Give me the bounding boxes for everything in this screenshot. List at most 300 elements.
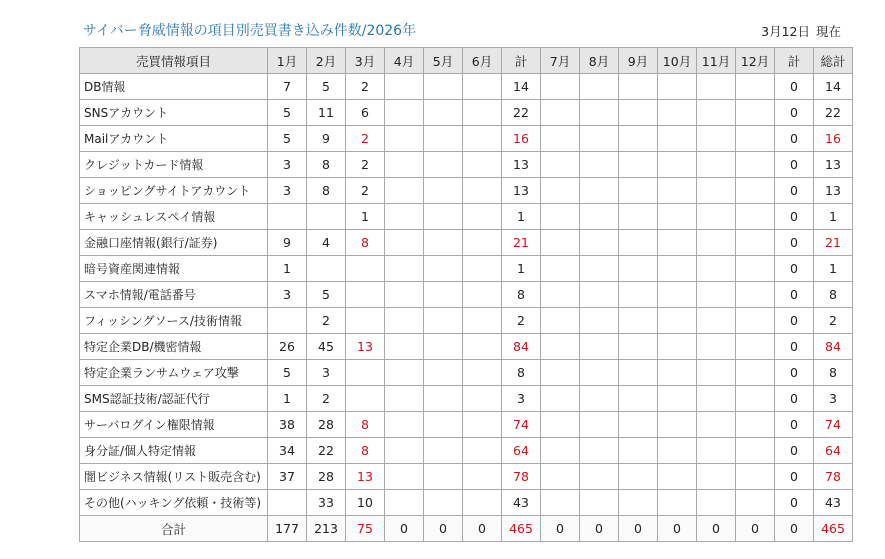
table-cell: 21	[814, 230, 853, 256]
table-cell	[424, 100, 463, 126]
table-row	[80, 100, 853, 126]
table-cell: 8	[346, 230, 385, 256]
table-cell: 1	[346, 204, 385, 230]
table-cell	[658, 412, 697, 438]
table-cell: 11	[307, 100, 346, 126]
table-row	[80, 360, 853, 386]
table-cell: 84	[814, 334, 853, 360]
table-cell: 0	[775, 100, 814, 126]
table-row	[80, 386, 853, 412]
table-cell	[541, 412, 580, 438]
table-cell: 0	[775, 360, 814, 386]
table-cell	[736, 464, 775, 490]
table-cell	[580, 386, 619, 412]
table-cell	[736, 152, 775, 178]
table-cell	[346, 282, 385, 308]
table-cell: 13	[502, 178, 541, 204]
table-cell	[697, 126, 736, 152]
table-cell: 2	[814, 308, 853, 334]
table-cell	[307, 256, 346, 282]
table-cell	[580, 126, 619, 152]
table-cell	[580, 412, 619, 438]
table-cell	[307, 204, 346, 230]
table-cell	[697, 100, 736, 126]
row-label: DB情報	[80, 74, 268, 100]
table-cell	[385, 412, 424, 438]
column-header: 11月	[697, 48, 736, 74]
table-cell	[619, 490, 658, 516]
table-cell	[424, 282, 463, 308]
row-label: SMS認証技術/認証代行	[80, 386, 268, 412]
table-cell	[658, 126, 697, 152]
table-cell: 9	[268, 230, 307, 256]
table-cell	[658, 490, 697, 516]
row-label: クレジットカード情報	[80, 152, 268, 178]
table-cell	[424, 74, 463, 100]
table-cell	[424, 464, 463, 490]
table-cell	[463, 412, 502, 438]
table-cell	[619, 438, 658, 464]
table-cell	[619, 308, 658, 334]
table-cell	[580, 464, 619, 490]
table-cell: 5	[268, 126, 307, 152]
table-cell: 2	[502, 308, 541, 334]
table-cell: 1	[268, 256, 307, 282]
table-cell: 465	[814, 516, 853, 542]
table-cell	[697, 282, 736, 308]
table-cell	[580, 178, 619, 204]
page-title: サイバー脅威情報の項目別売買書き込み件数/2026年	[83, 23, 417, 39]
table-cell: 0	[775, 282, 814, 308]
row-label: Mailアカウント	[80, 126, 268, 152]
table-cell	[541, 74, 580, 100]
table-cell: 0	[775, 204, 814, 230]
table-row	[80, 334, 853, 360]
table-cell: 43	[502, 490, 541, 516]
column-header: 6月	[463, 48, 502, 74]
table-cell	[736, 74, 775, 100]
table-cell: 0	[775, 334, 814, 360]
table-cell: 9	[307, 126, 346, 152]
table-cell	[424, 360, 463, 386]
table-cell	[697, 256, 736, 282]
table-cell: 16	[814, 126, 853, 152]
table-cell	[385, 308, 424, 334]
threat-stats-table	[79, 47, 853, 542]
table-cell	[619, 74, 658, 100]
table-cell	[463, 438, 502, 464]
table-cell: 28	[307, 412, 346, 438]
table-cell	[463, 74, 502, 100]
table-cell: 14	[814, 74, 853, 100]
table-cell	[424, 412, 463, 438]
table-cell: 0	[463, 516, 502, 542]
table-cell: 43	[814, 490, 853, 516]
table-cell	[736, 308, 775, 334]
table-cell	[385, 438, 424, 464]
row-label: SNSアカウント	[80, 100, 268, 126]
row-label: サーバログイン権限情報	[80, 412, 268, 438]
table-cell: 16	[502, 126, 541, 152]
table-cell: 3	[268, 152, 307, 178]
table-cell	[697, 464, 736, 490]
column-header: 1月	[268, 48, 307, 74]
table-cell	[697, 438, 736, 464]
table-cell: 0	[658, 516, 697, 542]
table-cell	[346, 308, 385, 334]
table-cell	[580, 100, 619, 126]
column-header: 8月	[580, 48, 619, 74]
total-row	[80, 516, 853, 542]
table-row	[80, 490, 853, 516]
table-cell: 74	[814, 412, 853, 438]
table-cell: 28	[307, 464, 346, 490]
table-cell	[268, 308, 307, 334]
table-cell	[736, 282, 775, 308]
column-header-item: 売買情報項目	[80, 48, 268, 74]
table-cell	[658, 386, 697, 412]
table-cell: 2	[346, 178, 385, 204]
column-header: 2月	[307, 48, 346, 74]
table-cell	[463, 230, 502, 256]
table-cell: 0	[775, 126, 814, 152]
column-header: 12月	[736, 48, 775, 74]
table-cell	[619, 334, 658, 360]
row-label: ショッピングサイトアカウント	[80, 178, 268, 204]
table-cell	[697, 490, 736, 516]
table-cell	[541, 308, 580, 334]
table-row	[80, 464, 853, 490]
table-cell	[385, 152, 424, 178]
table-cell	[268, 490, 307, 516]
table-row	[80, 256, 853, 282]
table-cell	[424, 204, 463, 230]
table-cell	[619, 360, 658, 386]
table-cell: 6	[346, 100, 385, 126]
table-cell	[658, 256, 697, 282]
table-cell: 3	[268, 282, 307, 308]
table-cell	[541, 100, 580, 126]
table-cell	[541, 490, 580, 516]
table-cell	[541, 438, 580, 464]
table-cell	[580, 152, 619, 178]
table-cell: 0	[775, 74, 814, 100]
table-cell: 8	[307, 152, 346, 178]
table-cell: 1	[814, 204, 853, 230]
table-cell: 45	[307, 334, 346, 360]
table-cell: 1	[814, 256, 853, 282]
table-cell	[580, 256, 619, 282]
table-cell: 1	[502, 256, 541, 282]
table-cell: 177	[268, 516, 307, 542]
row-label: フィッシングソース/技術情報	[80, 308, 268, 334]
table-cell: 5	[268, 100, 307, 126]
table-cell: 0	[580, 516, 619, 542]
table-cell	[697, 152, 736, 178]
table-cell: 0	[775, 178, 814, 204]
table-row	[80, 282, 853, 308]
table-cell: 0	[619, 516, 658, 542]
table-cell: 8	[814, 360, 853, 386]
table-cell	[658, 438, 697, 464]
row-label: 身分証/個人特定情報	[80, 438, 268, 464]
table-cell: 213	[307, 516, 346, 542]
table-cell: 5	[307, 282, 346, 308]
table-cell	[736, 360, 775, 386]
table-cell	[385, 490, 424, 516]
table-cell	[619, 126, 658, 152]
table-cell: 14	[502, 74, 541, 100]
table-cell: 4	[307, 230, 346, 256]
table-cell: 33	[307, 490, 346, 516]
table-cell	[424, 126, 463, 152]
table-cell	[385, 464, 424, 490]
table-row	[80, 152, 853, 178]
table-cell	[580, 204, 619, 230]
table-cell	[463, 464, 502, 490]
table-cell: 38	[268, 412, 307, 438]
table-cell	[619, 204, 658, 230]
row-label: その他(ハッキング依頼・技術等)	[80, 490, 268, 516]
table-cell	[385, 360, 424, 386]
table-cell	[346, 386, 385, 412]
row-label: 特定企業ランサムウェア攻撃	[80, 360, 268, 386]
table-cell: 34	[268, 438, 307, 464]
table-cell	[541, 360, 580, 386]
table-cell	[385, 204, 424, 230]
table-cell: 64	[814, 438, 853, 464]
table-cell	[385, 74, 424, 100]
row-label: 特定企業DB/機密情報	[80, 334, 268, 360]
table-row	[80, 204, 853, 230]
table-row	[80, 178, 853, 204]
table-cell: 7	[268, 74, 307, 100]
table-cell	[697, 74, 736, 100]
table-cell: 22	[502, 100, 541, 126]
table-cell	[463, 178, 502, 204]
table-cell	[424, 178, 463, 204]
table-row	[80, 438, 853, 464]
row-label: 闇ビジネス情報(リスト販売含む)	[80, 464, 268, 490]
table-cell	[619, 464, 658, 490]
table-cell: 3	[814, 386, 853, 412]
table-cell	[463, 386, 502, 412]
table-cell	[463, 256, 502, 282]
table-cell	[697, 308, 736, 334]
table-cell: 0	[775, 412, 814, 438]
row-label: 金融口座情報(銀行/証券)	[80, 230, 268, 256]
table-cell: 74	[502, 412, 541, 438]
table-cell: 0	[775, 152, 814, 178]
table-cell	[541, 230, 580, 256]
table-cell	[463, 152, 502, 178]
row-label: スマホ情報/電話番号	[80, 282, 268, 308]
table-cell	[736, 204, 775, 230]
table-cell: 22	[307, 438, 346, 464]
table-cell	[580, 360, 619, 386]
table-cell	[658, 204, 697, 230]
table-cell: 13	[814, 178, 853, 204]
table-cell	[736, 126, 775, 152]
table-cell	[697, 334, 736, 360]
table-cell: 37	[268, 464, 307, 490]
table-cell	[541, 126, 580, 152]
table-cell	[619, 152, 658, 178]
table-cell	[697, 412, 736, 438]
table-cell	[463, 204, 502, 230]
table-cell: 1	[268, 386, 307, 412]
table-row	[80, 230, 853, 256]
table-cell	[697, 386, 736, 412]
column-header: 10月	[658, 48, 697, 74]
column-header: 7月	[541, 48, 580, 74]
table-cell: 21	[502, 230, 541, 256]
table-cell: 2	[346, 74, 385, 100]
table-cell: 0	[775, 490, 814, 516]
as-of-date	[761, 22, 841, 40]
table-cell: 0	[775, 438, 814, 464]
table-cell	[541, 464, 580, 490]
table-cell: 0	[385, 516, 424, 542]
table-cell: 2	[346, 152, 385, 178]
column-header: 計	[775, 48, 814, 74]
table-row	[80, 308, 853, 334]
table-cell	[580, 334, 619, 360]
table-cell: 13	[814, 152, 853, 178]
table-cell	[736, 256, 775, 282]
table-cell	[424, 334, 463, 360]
table-cell	[736, 100, 775, 126]
table-cell	[463, 126, 502, 152]
table-cell: 2	[346, 126, 385, 152]
table-cell: 10	[346, 490, 385, 516]
table-body	[80, 74, 853, 516]
table-cell: 8	[346, 438, 385, 464]
as-of-date-value: 3月12日	[761, 24, 810, 39]
table-cell	[580, 490, 619, 516]
table-cell	[424, 230, 463, 256]
table-cell: 0	[736, 516, 775, 542]
table-cell	[736, 334, 775, 360]
table-cell	[541, 152, 580, 178]
table-cell	[385, 178, 424, 204]
table-cell	[385, 126, 424, 152]
table-cell: 3	[268, 178, 307, 204]
table-cell	[385, 100, 424, 126]
table-cell: 3	[502, 386, 541, 412]
table-cell	[658, 230, 697, 256]
table-cell	[736, 386, 775, 412]
table-cell	[658, 308, 697, 334]
table-cell: 0	[697, 516, 736, 542]
table-cell: 0	[775, 464, 814, 490]
column-header: 9月	[619, 48, 658, 74]
table-cell	[580, 282, 619, 308]
table-cell: 0	[775, 308, 814, 334]
table-cell	[424, 308, 463, 334]
table-cell	[541, 178, 580, 204]
table-cell: 8	[307, 178, 346, 204]
column-header: 総計	[814, 48, 853, 74]
table-cell	[580, 438, 619, 464]
table-cell	[463, 360, 502, 386]
table-cell: 5	[268, 360, 307, 386]
column-header: 計	[502, 48, 541, 74]
table-cell	[385, 256, 424, 282]
table-cell: 0	[775, 256, 814, 282]
column-header: 4月	[385, 48, 424, 74]
table-cell	[541, 282, 580, 308]
table-cell: 22	[814, 100, 853, 126]
table-cell	[658, 178, 697, 204]
table-cell	[658, 152, 697, 178]
table-cell: 465	[502, 516, 541, 542]
table-cell	[541, 204, 580, 230]
table-cell: 5	[307, 74, 346, 100]
table-cell	[424, 490, 463, 516]
table-cell: 78	[814, 464, 853, 490]
table-cell	[580, 308, 619, 334]
table-cell	[463, 308, 502, 334]
table-cell	[463, 490, 502, 516]
table-cell	[697, 178, 736, 204]
table-cell: 0	[775, 230, 814, 256]
table-cell	[541, 386, 580, 412]
table-cell	[385, 282, 424, 308]
table-cell	[736, 230, 775, 256]
table-cell: 3	[307, 360, 346, 386]
table-cell	[463, 334, 502, 360]
table-cell: 1	[502, 204, 541, 230]
table-cell	[619, 230, 658, 256]
table-cell	[658, 100, 697, 126]
table-cell: 8	[814, 282, 853, 308]
table-cell	[346, 256, 385, 282]
table-cell	[424, 256, 463, 282]
table-cell	[697, 360, 736, 386]
table-cell	[424, 152, 463, 178]
row-label: 暗号資産関連情報	[80, 256, 268, 282]
table-cell	[619, 100, 658, 126]
table-cell	[268, 204, 307, 230]
table-cell: 8	[502, 360, 541, 386]
table-cell	[541, 256, 580, 282]
table-cell	[385, 386, 424, 412]
table-cell	[385, 230, 424, 256]
table-cell	[736, 438, 775, 464]
table-row	[80, 126, 853, 152]
table-cell: 8	[502, 282, 541, 308]
table-cell	[736, 412, 775, 438]
table-cell	[736, 178, 775, 204]
table-cell	[658, 464, 697, 490]
table-cell	[658, 282, 697, 308]
table-cell	[619, 412, 658, 438]
table-cell: 8	[346, 412, 385, 438]
table-cell: 0	[775, 386, 814, 412]
table-cell	[619, 386, 658, 412]
table-cell	[424, 438, 463, 464]
table-cell	[463, 100, 502, 126]
column-header: 3月	[346, 48, 385, 74]
table-cell	[619, 282, 658, 308]
row-label: 合計	[80, 516, 268, 542]
table-cell: 2	[307, 386, 346, 412]
table-cell	[463, 282, 502, 308]
table-cell	[619, 256, 658, 282]
table-cell	[580, 230, 619, 256]
table-cell	[736, 490, 775, 516]
